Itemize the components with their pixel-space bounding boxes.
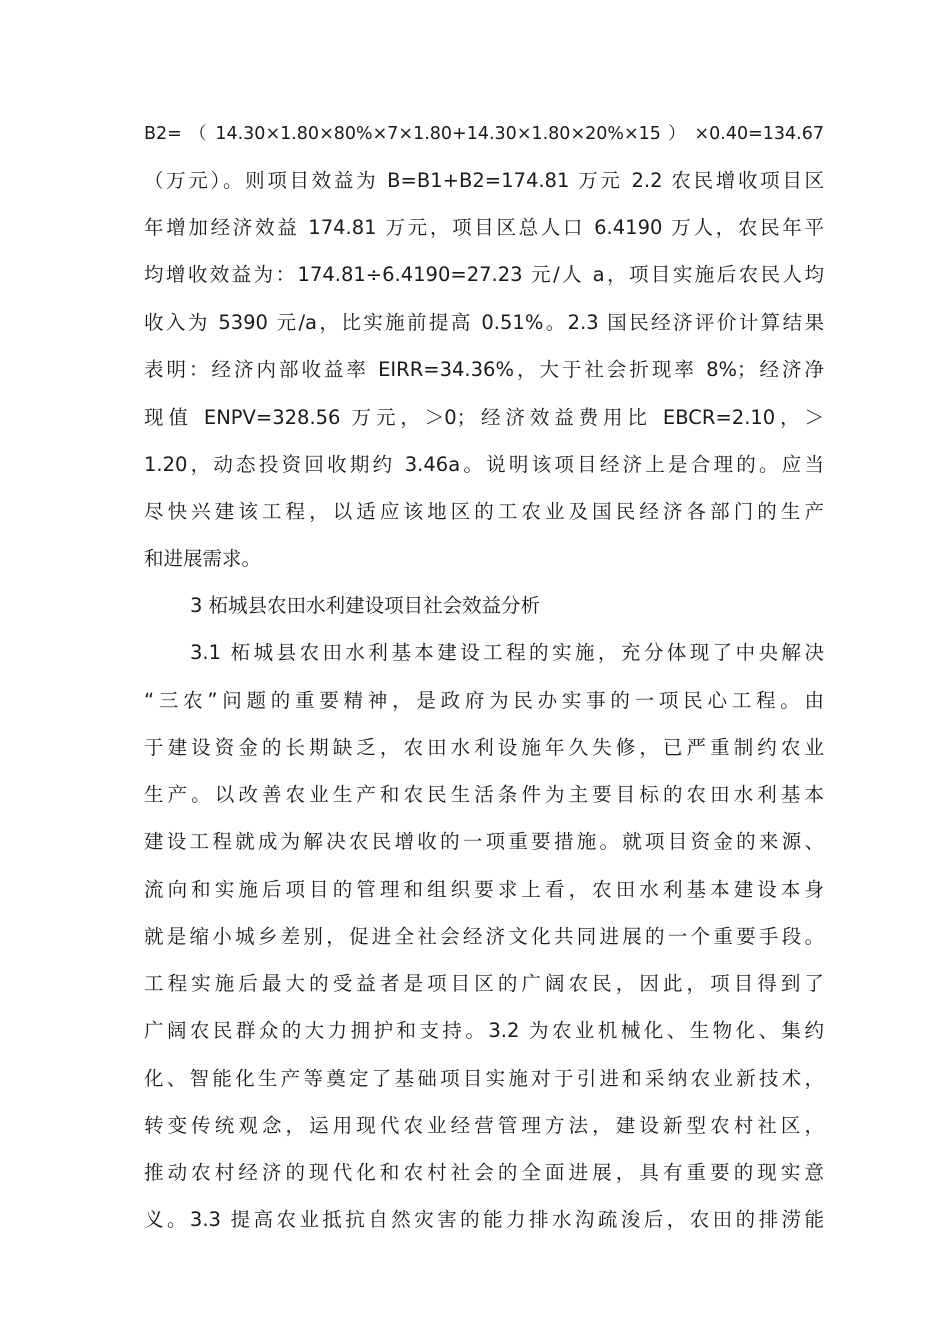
text-line: 推动农村经济的现代化和农村社会的全面进展，具有重要的现实意	[144, 1161, 824, 1184]
text-line-formula: B2= （ 14.30×1.80×80%×7×1.80+14.30×1.80×20%×15 ） ×0.40=134.67	[144, 124, 824, 144]
text-line-paragraph-start: 3.1 柘城县农田水利基本建设工程的实施，充分体现了中央解决	[190, 641, 824, 664]
text-line: 1.20，动态投资回收期约 3.46a。说明该项目经济上是合理的。应当	[144, 453, 824, 476]
text-line: 义。3.3 提高农业抵抗自然灾害的能力排水沟疏浚后，农田的排涝能	[144, 1208, 824, 1231]
text-line: 尽快兴建该工程，以适应该地区的工农业及国民经济各部门的生产	[144, 500, 824, 523]
text-line: 流向和实施后项目的管理和组织要求上看，农田水利基本建设本身	[144, 878, 824, 901]
text-line: 均增收效益为：174.81÷6.4190=27.23 元/人 a，项目实施后农民人均	[144, 263, 824, 286]
text-line: 表明：经济内部收益率 EIRR=34.36%，大于社会折现率 8%；经济净	[144, 358, 824, 381]
text-line: 就是缩小城乡差别，促进全社会经济文化共同进展的一个重要手段。	[144, 925, 824, 948]
text-line: 建设工程就成为解决农民增收的一项重要措施。就项目资金的来源、	[144, 830, 824, 853]
text-line: 工程实施后最大的受益者是项目区的广阔农民，因此，项目得到了	[144, 972, 824, 995]
text-line: “三农”问题的重要精神，是政府为民办实事的一项民心工程。由	[144, 689, 824, 712]
section-heading: 3 柘城县农田水利建设项目社会效益分析	[190, 594, 541, 617]
text-line: 年增加经济效益 174.81 万元，项目区总人口 6.4190 万人，农民年平	[144, 216, 824, 239]
text-line: 广阔农民群众的大力拥护和支持。3.2 为农业机械化、生物化、集约	[144, 1019, 824, 1042]
text-line: 生产。以改善农业生产和农民生活条件为主要目标的农田水利基本	[144, 783, 824, 806]
text-line: 化、智能化生产等奠定了基础项目实施对于引进和采纳农业新技术，	[144, 1067, 824, 1090]
text-line: 转变传统观念，运用现代农业经营管理方法，建设新型农村社区，	[144, 1114, 824, 1137]
text-line-paragraph-end: 和进展需求。	[144, 547, 262, 570]
text-line: 收入为 5390 元/a，比实施前提高 0.51%。2.3 国民经济评价计算结果	[144, 311, 824, 334]
text-line: 现值 ENPV=328.56 万元，＞0；经济效益费用比 EBCR=2.10，＞	[144, 406, 824, 429]
text-line: （万元）。则项目效益为 B=B1+B2=174.81 万元 2.2 农民增收项目区	[144, 169, 824, 192]
text-line: 于建设资金的长期缺乏，农田水利设施年久失修，已严重制约农业	[144, 736, 824, 759]
